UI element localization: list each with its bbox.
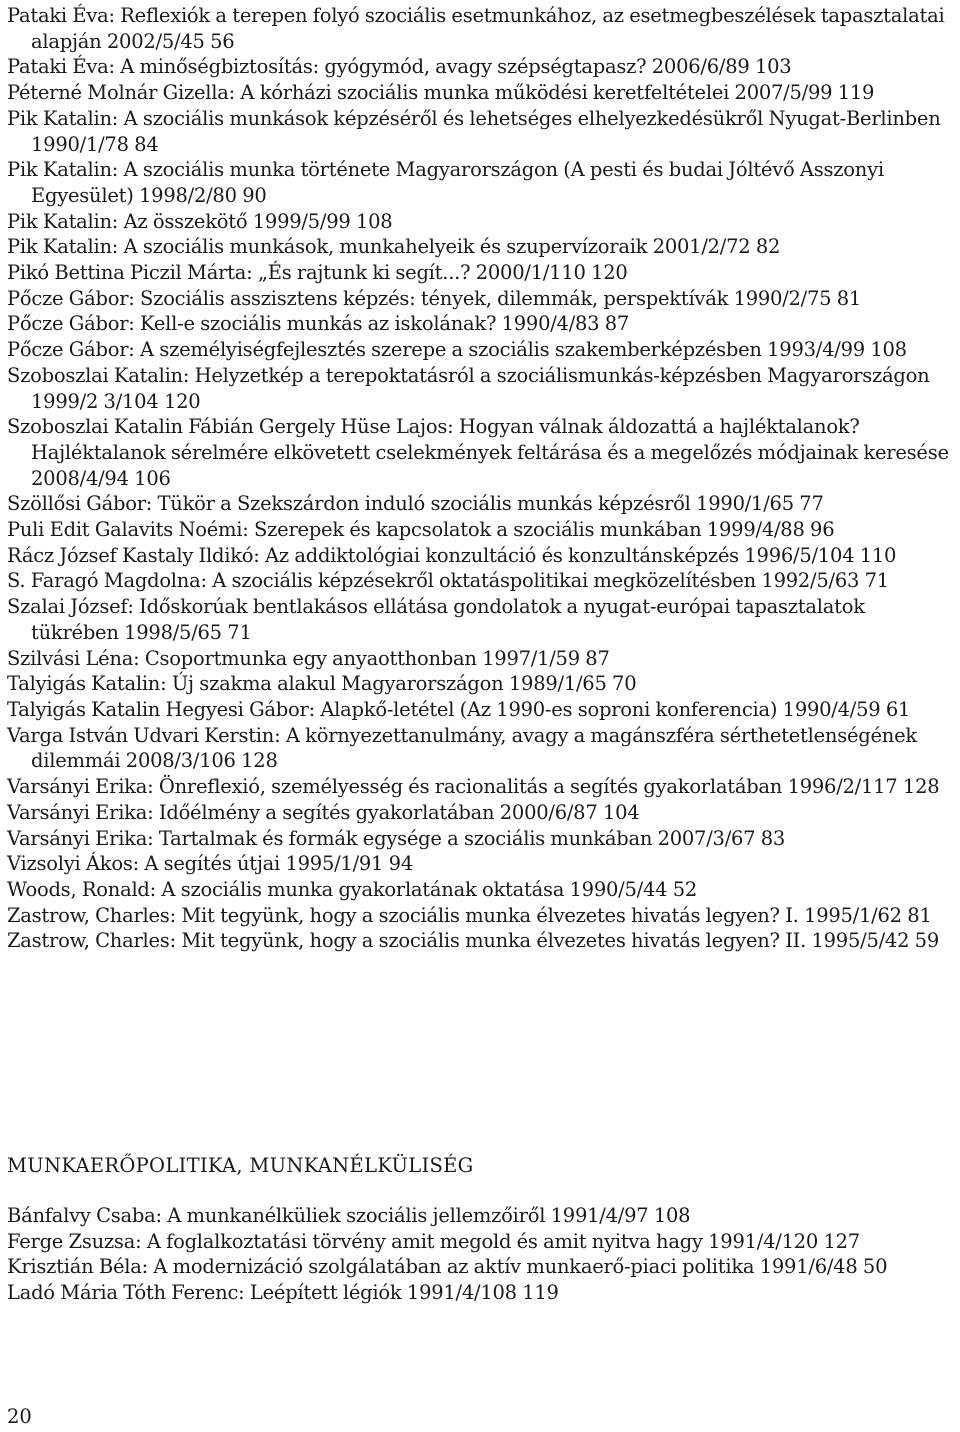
bibliography-entry: Szilvási Léna: Csoportmunka egy anyaotthonban 1997/1/59 87 — [7, 646, 610, 670]
bibliography-entry: Szöllősi Gábor: Tükör a Szekszárdon induló szociális munkás képzésről 1990/1/65 77 — [7, 492, 824, 516]
bibliography-entry: Talyigás Katalin: Új szakma alakul Magyarországon 1989/1/65 70 — [7, 672, 637, 696]
bibliography-entry: Pikó Bettina Piczil Márta: „És rajtunk ki segít...? 2000/1/110 120 — [7, 261, 628, 285]
bibliography-entry: Woods, Ronald: A szociális munka gyakorlatának oktatása 1990/5/44 52 — [7, 877, 698, 901]
bibliography-entry: Rácz József Kastaly Ildikó: Az addiktológiai konzultáció és konzultánsképzés 1996/5/104 110 — [7, 543, 897, 567]
bibliography-entry: Varsányi Erika: Tartalmak és formák egysége a szociális munkában 2007/3/67 83 — [7, 826, 786, 850]
bibliography-entry: Pataki Éva: A minőségbiztosítás: gyógymód, avagy szépségtapasz? 2006/6/89 103 — [7, 55, 792, 79]
bibliography-list — [7, 3, 953, 954]
bibliography-entry: Varga István Udvari Kerstin: A környezettanulmány, avagy a magánszféra sérthetetlenségének dilemmái 2008/3/106 128 — [7, 723, 917, 773]
section-heading: MUNKAERŐPOLITIKA, MUNKANÉLKÜLISÉG — [7, 1154, 474, 1177]
bibliography-entry: S. Faragó Magdolna: A szociális képzésekről oktatáspolitikai megközelítésben 1992/5/63 71 — [7, 569, 889, 593]
bibliography-entry: Ferge Zsuzsa: A foglalkoztatási törvény amit megold és amit nyitva hagy 1991/4/120 127 — [7, 1229, 860, 1253]
bibliography-entry: Péterné Molnár Gizella: A kórházi szociális munka működési keretfeltételei 2007/5/99 119 — [7, 81, 875, 105]
bibliography-entry: Bánfalvy Csaba: A munkanélküliek szociális jellemzőiről 1991/4/97 108 — [7, 1204, 691, 1227]
bibliography-entry: Vizsolyi Ákos: A segítés útjai 1995/1/91 94 — [7, 852, 413, 876]
bibliography-entry: Pik Katalin: A szociális munka története Magyarországon (A pesti és budai Jóltévő Asszonyi Egyesület) 1998/2/80 90 — [7, 158, 884, 207]
section-bibliography-list — [7, 1203, 953, 1306]
bibliography-entry: Krisztián Béla: A modernizáció szolgálatában az aktív munkaerő-piaci politika 1991/6/48 50 — [7, 1255, 888, 1279]
bibliography-entry: Pik Katalin: A szociális munkások képzéséről és lehetséges elhelyezkedésükről Nyugat-Berlinben 1990/1/78 84 — [7, 106, 941, 156]
bibliography-entry: Talyigás Katalin Hegyesi Gábor: Alapkő-letétel (Az 1990-es soproni konferencia) 1990/4/59 61 — [7, 697, 911, 721]
bibliography-entry: Szalai József: Időskorúak bentlakásos ellátása gondolatok a nyugat-európai tapasztalatok tükrében 1998/5/65 71 — [7, 595, 865, 644]
bibliography-entry: Zastrow, Charles: Mit tegyünk, hogy a szociális munka élvezetes hivatás legyen? I. 1995/1/62 81 — [7, 903, 932, 927]
bibliography-entry: Pik Katalin: Az összekötő 1999/5/99 108 — [7, 209, 393, 233]
bibliography-entry: Pik Katalin: A szociális munkások, munkahelyeik és szupervízoraik 2001/2/72 82 — [7, 235, 781, 259]
bibliography-entry: Puli Edit Galavits Noémi: Szerepek és kapcsolatok a szociális munkában 1999/4/88 96 — [7, 518, 835, 542]
bibliography-entry: Zastrow, Charles: Mit tegyünk, hogy a szociális munka élvezetes hivatás legyen? II. 1995/5/42 59 — [7, 929, 939, 953]
bibliography-entry: Varsányi Erika: Időélmény a segítés gyakorlatában 2000/6/87 104 — [7, 800, 640, 824]
page-number: 20 — [7, 1405, 32, 1428]
bibliography-entry: Ladó Mária Tóth Ferenc: Leépített légiók 1991/4/108 119 — [7, 1281, 559, 1305]
bibliography-entry: Pőcze Gábor: Kell-e szociális munkás az iskolának? 1990/4/83 87 — [7, 312, 630, 336]
bibliography-entry: Pőcze Gábor: A személyiségfejlesztés szerepe a szociális szakemberképzésben 1993/4/99 108 — [7, 338, 907, 362]
bibliography-entry: Varsányi Erika: Önreflexió, személyesség és racionalitás a segítés gyakorlatában 1996/2/117 128 — [7, 775, 940, 799]
bibliography-entry: Szoboszlai Katalin: Helyzetkép a terepoktatásról a szociálismunkás-képzésben Magyarországon 1999/2 3/104 120 — [7, 363, 930, 413]
bibliography-entry: Szoboszlai Katalin Fábián Gergely Hüse Lajos: Hogyan válnak áldozattá a hajléktalanok? Hajléktalanok sérelmére elkövetett cselekmények feltárása és a megelőzés módjainak keresése 2008/4/94 106 — [7, 415, 949, 490]
bibliography-entry: Pataki Éva: Reflexiók a terepen folyó szociális esetmunkához, az esetmegbeszélések tapasztalatai alapján 2002/5/45 56 — [7, 4, 945, 53]
bibliography-entry: Pőcze Gábor: Szociális asszisztens képzés: tények, dilemmák, perspektívák 1990/2/75 81 — [7, 286, 862, 310]
